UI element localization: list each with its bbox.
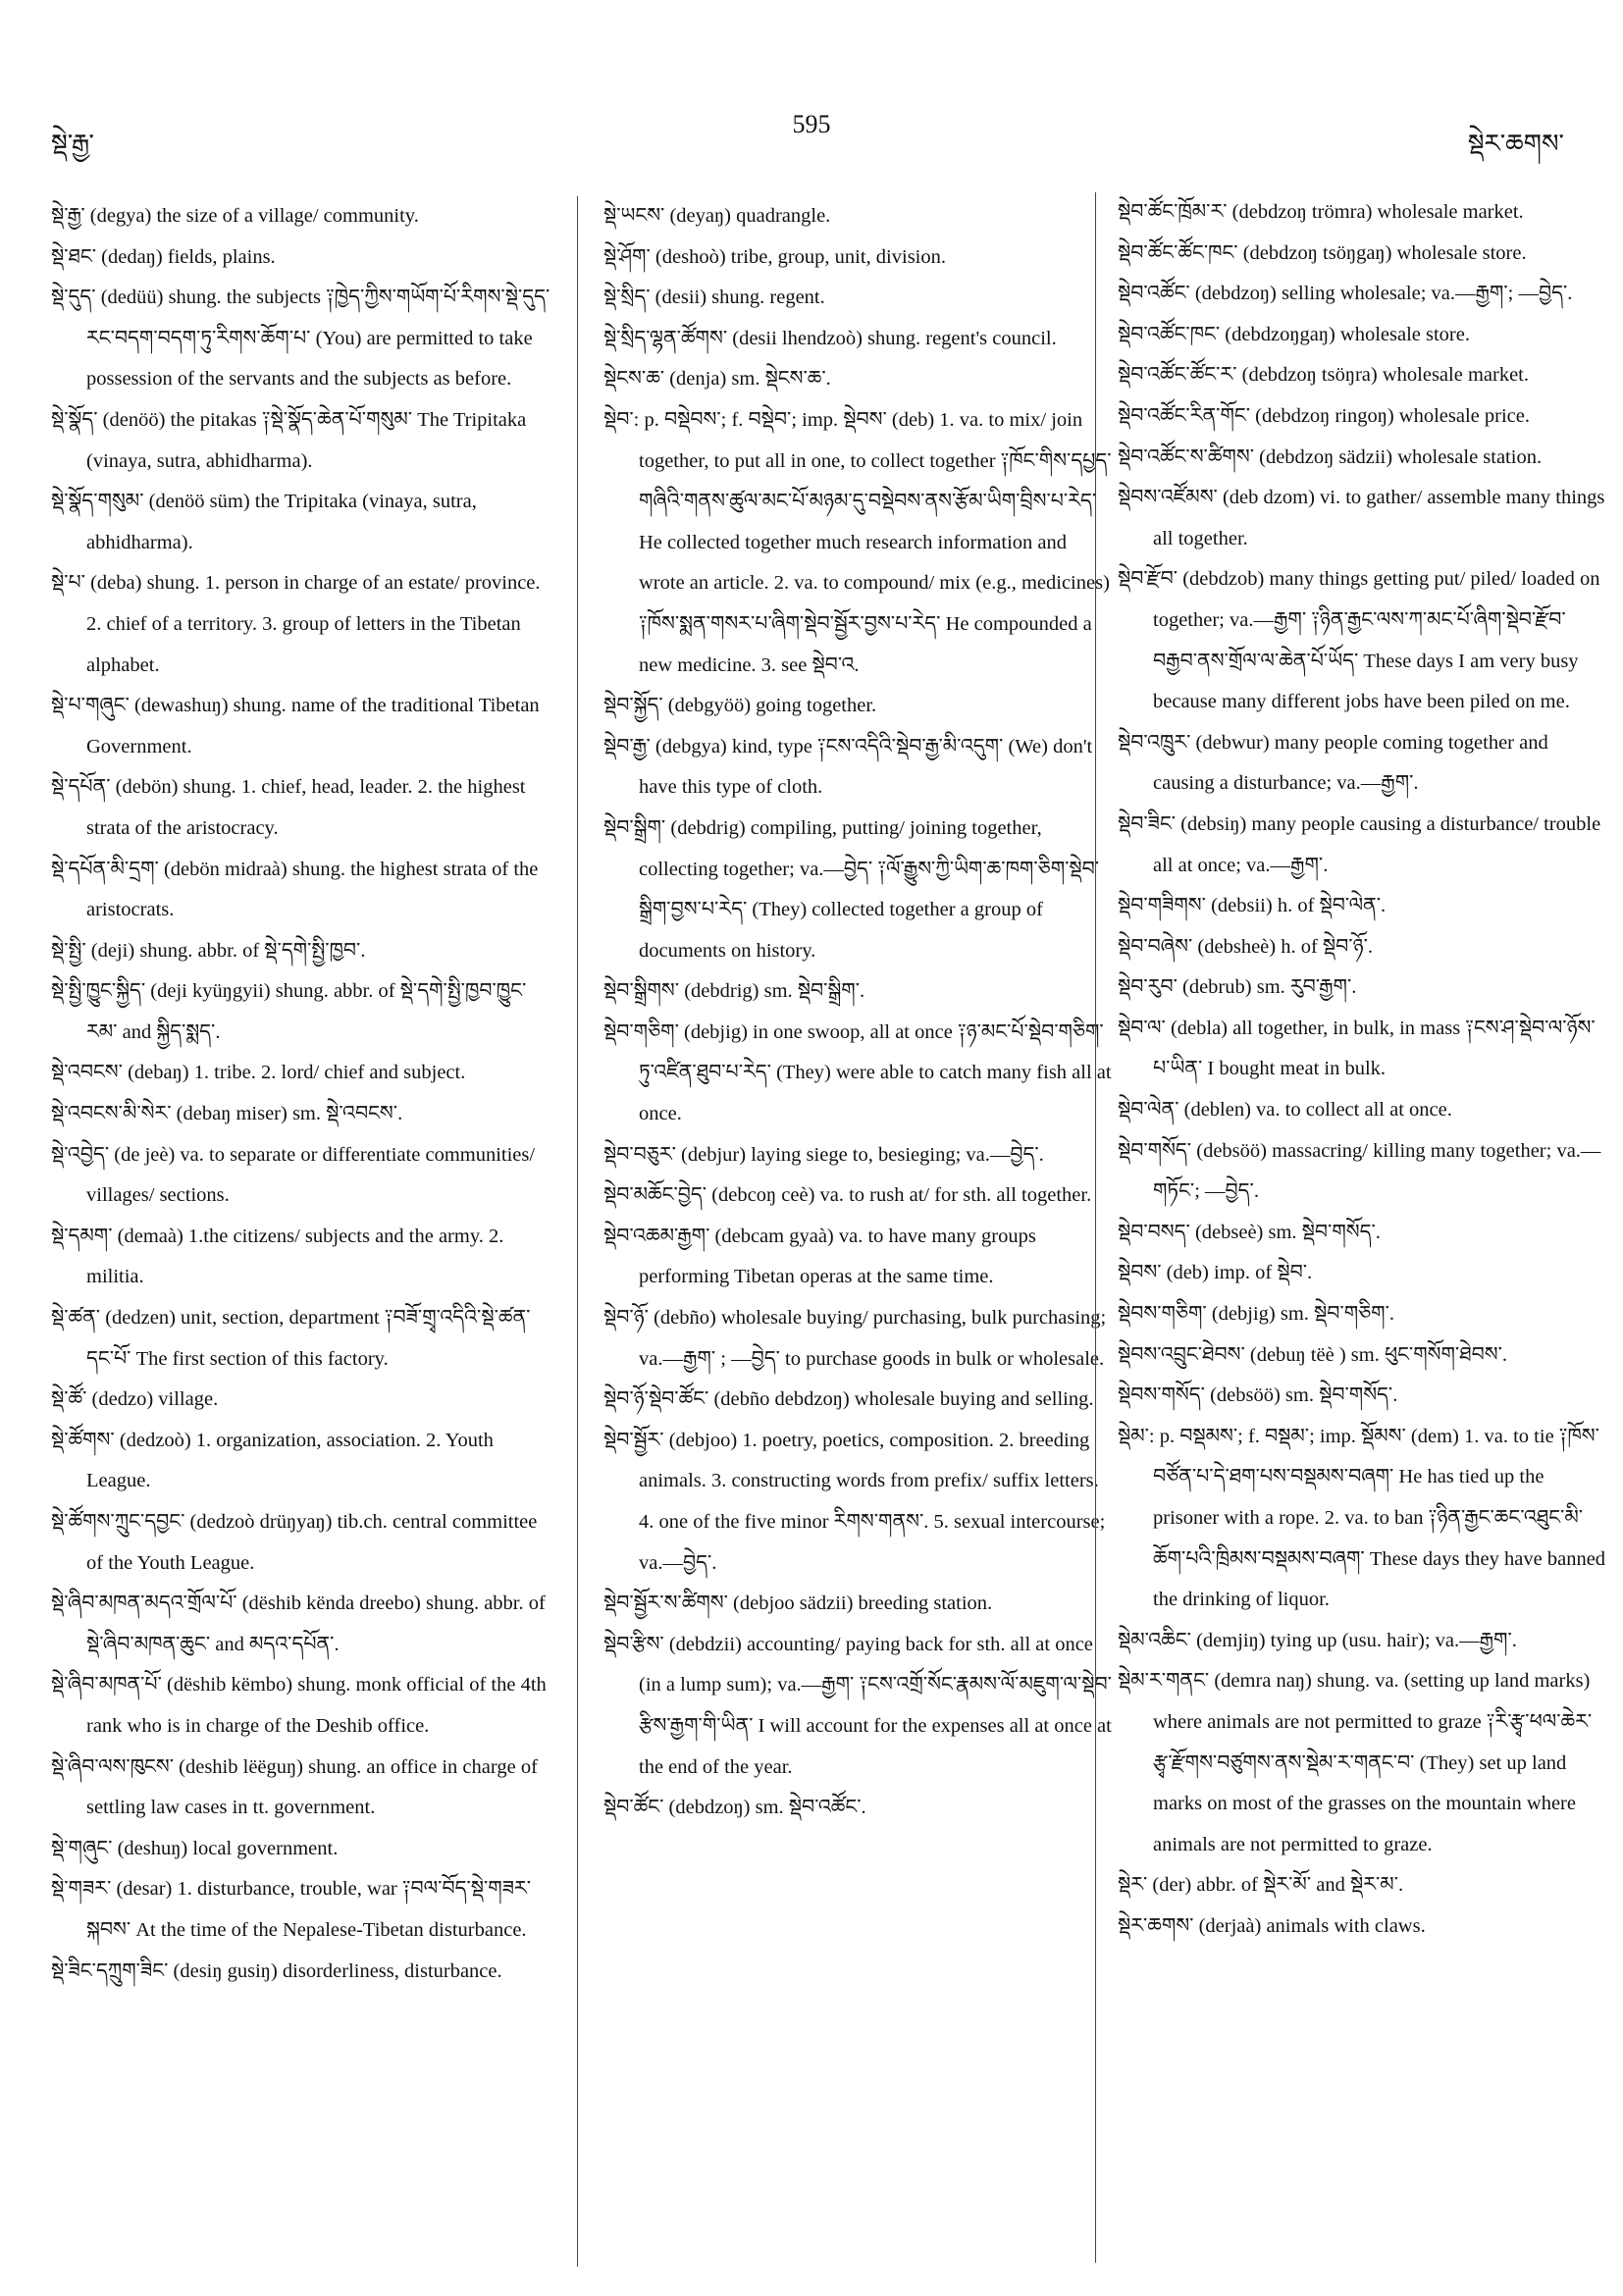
dictionary-entry: སྡེ་འབངས་མི་སེར་ (debaŋ miser) sm. སྡེ་འབངས་. <box>51 1103 403 1125</box>
dictionary-entry: སྡེབ་སྐྱོད་ (debgyöö) going together. <box>603 695 877 717</box>
dictionary-entry: སྡེབ་འཚོང་ (debdzoŋ) selling wholesale; va.—རྒྱག་; —བྱེད་. <box>1118 283 1573 305</box>
running-head-right: སྡེར་ཆགས་ <box>1467 130 1564 158</box>
dictionary-entry: སྡེ་སྣོད་གསུམ་ (denöö süm) the Tripitaka (vinaya, sutra, abhidharma). <box>51 491 477 553</box>
dictionary-entry: སྡེངས་ཆ་ (denja) sm. སྡེངས་ཆ་. <box>603 368 831 391</box>
running-head-left: སྡེ་རྒྱ་ <box>51 130 94 158</box>
dictionary-entry: སྡེབ་འཆམ་རྒྱག་ (debcam gyaà) va. to have many groups performing Tibetan operas at the same time. <box>603 1225 1036 1288</box>
column-middle <box>577 196 1114 2267</box>
dictionary-entry: སྡེབ་ལ་ (debla) all together, in bulk, in mass ༑ངས་ཤ་སྡེབ་ལ་ཉོས་པ་ཡིན་ I bought meat in bulk. <box>1118 1017 1596 1080</box>
dictionary-entry: སྡེ་སྲིད་ལྷན་ཚོགས་ (desii lhendzoò) shung. regent's council. <box>603 327 1057 349</box>
dictionary-entry: སྡེ་སྤྱི་ (deji) shung. abbr. of སྡེ་དགེ་སྤྱི་ཁྱབ་. <box>51 939 366 962</box>
dictionary-entry: སྡེར་ཆགས་ (derjaà) animals with claws. <box>1118 1914 1426 1937</box>
dictionary-entry: སྡེབ་ཚོང་ཚོང་ཁང་ (debdzoŋ tsöŋgaŋ) wholesale store. <box>1118 241 1527 264</box>
dictionary-entry: སྡེ་སྣོད་ (denöö) the pitakas ༑སྡེ་སྣོད་ཆེན་པོ་གསུམ་ The Tripitaka (vinaya, sutra, abhidharma). <box>51 408 527 472</box>
dictionary-entry: སྡེབ་འཁྲུར་ (debwur) many people coming together and causing a disturbance; va.—རྒྱག་. <box>1118 731 1548 795</box>
dictionary-entry: སྡེ་འབངས་ (debaŋ) 1. tribe. 2. lord/ chief and subject. <box>51 1062 466 1084</box>
dictionary-entry: སྡེབ་རུབ་ (debrub) sm. རུབ་རྒྱག་. <box>1118 976 1357 999</box>
dictionary-entry: སྡེབ་གཅིག་ (debjig) in one swoop, all at once ༑ཉ་མང་པོ་སྡེབ་གཅིག་ཏུ་འཛིན་ཐུབ་པ་རེད་ (They) were able to catch many fish all at once. <box>603 1020 1112 1125</box>
dictionary-entry: སྡེབ་རྫོབ་ (debdzob) many things getting put/ piled/ loaded on together; va.—རྒྱག་ ༑ཉིན་རྒྱང་ལས་ཀ་མང་པོ་ཞིག་སྡེབ་རྫོབ་བརྒྱབ་ནས་གྲོལ་ལ་ཆེན་པོ་ཡོད་ These days I am very busy because many different jobs have been piled on me. <box>1118 568 1600 713</box>
dictionary-entry: སྡེབ་གསོད་ (debsöö) massacring/ killing many together; va.—གཏོང་; —བྱེད་. <box>1118 1139 1601 1203</box>
dictionary-entry: སྡེ་ཚོ་ (dedzo) village. <box>51 1388 219 1411</box>
dictionary-entry: སྡེབ་རྩིས་ (debdzii) accounting/ paying back for sth. all at once (in a lump sum); va.—རྒྱག་ ༑ངས་འགྲོ་སོང་རྣམས་ལོ་མཇུག་ལ་སྡེབ་རྩིས་རྒྱག་གི་ཡིན་ I will account for the expenses all at once at the end of the year. <box>603 1633 1112 1778</box>
dictionary-entry: སྡེ་ཞིབ་ལས་ཁུངས་ (deshib lëëguŋ) shung. an office in charge of settling law cases in tt. government. <box>51 1755 538 1819</box>
column-right <box>1095 192 1608 2263</box>
dictionary-entry: སྡེ་དུད་ (dedüü) shung. the subjects ༑ཁྱེད་ཀྱིས་གཡོག་པོ་རིགས་སྡེ་དུད་རང་བདག་བདག་ཏུ་རིགས་ཆོག་པ་ (You) are permitted to take possession of the servants and the subjects as before. <box>51 287 550 391</box>
dictionary-entry: སྡེབ་ཉོ་སྡེབ་ཚོང་ (debño debdzoŋ) wholesale buying and selling. <box>603 1388 1094 1411</box>
dictionary-entry: སྡེབ་གཟིགས་ (debsii) h. of སྡེབ་ལེན་. <box>1118 895 1387 917</box>
dictionary-entry: སྡེབ་ཟིང་ (debsiŋ) many people causing a disturbance/ trouble all at once; va.—རྒྱག་. <box>1118 812 1601 876</box>
dictionary-entry: སྡེབ་འཚོང་ས་ཚིགས་ (debdzoŋ sädzii) wholesale station. <box>1118 445 1543 468</box>
dictionary-entry: སྡེབ་ཚོང་ (debdzoŋ) sm. སྡེབ་འཚོང་. <box>603 1797 866 1819</box>
dictionary-entry: སྡེབ་ལེན་ (deblen) va. to collect all at once. <box>1118 1099 1452 1122</box>
dictionary-entry: སྡེ་ཐང་ (dedaŋ) fields, plains. <box>51 245 276 268</box>
dictionary-entry: སྡེབས་གཅིག་ (debjig) sm. སྡེབ་གཅིག་. <box>1118 1303 1395 1326</box>
dictionary-entry: སྡེབ་སྒྲིག་ (debdrig) compiling, putting/ joining together, collecting together; va.—བྱེད་ ༑ལོ་རྒྱུས་ཀྱི་ཡིག་ཆ་ཁག་ཅིག་སྡེབ་སྒྲིག་བྱས་པ་རེད་ (They) collected together a group of documents on history. <box>603 816 1100 962</box>
dictionary-entry: སྡེ་འབྱེད་ (de jeè) va. to separate or differentiate communities/ villages/ sections. <box>51 1143 536 1207</box>
dictionary-entry: སྡེབ་བསད་ (debseè) sm. སྡེབ་གསོད་. <box>1118 1221 1381 1243</box>
dictionary-entry: སྡེབ་འཚོང་ཚོང་ར་ (debdzoŋ tsöŋra) wholesale market. <box>1118 364 1529 387</box>
dictionary-entry: སྡེ་ཚོགས་ (dedzoò) 1. organization, association. 2. Youth League. <box>51 1429 494 1492</box>
dictionary-entry: སྡེབ་སྦྱོར་ས་ཚིགས་ (debjoo sädzii) breeding station. <box>603 1592 993 1615</box>
dictionary-entry: སྡེ་ཡངས་ (deyaŋ) quadrangle. <box>603 205 831 227</box>
dictionary-entry: སྡེ་ཤོག་ (deshoò) tribe, group, unit, division. <box>603 245 946 268</box>
dictionary-entry: སྡེར་ (der) abbr. of སྡེར་མོ་ and སྡེར་མ་. <box>1118 1874 1404 1897</box>
dictionary-entry: སྡེམ་: p. བསྡམས་; f. བསྡམ་; imp. སྡོམས་ (dem) 1. va. to tie ༑ཁོས་བཙོན་པ་དེ་ཐག་པས་བསྡམས་བཞག་ He has tied up the prisoner with a rope. 2. va. to ban ༑ཉིན་རྒྱང་ཆང་འཐུང་མི་ཆོག་པའི་ཁྲིམས་བསྡམས་བཞག་ These days they have banned the drinking of liquor. <box>1118 1425 1606 1611</box>
dictionary-entry: སྡེ་པ་གཞུང་ (dewashuŋ) shung. name of the traditional Tibetan Government. <box>51 695 540 757</box>
dictionary-entry: སྡེབ་བཅུར་ (debjur) laying siege to, besieging; va.—བྱེད་. <box>603 1143 1044 1166</box>
dictionary-entry: སྡེམ་ར་གནང་ (demra naŋ) shung. va. (setting up land marks) where animals are not permitted to graze ༑རི་རྩྭ་ཕལ་ཆེར་རྩྭ་རྫོགས་བཙུགས་ནས་སྡེམ་ར་གནང་བ་ (They) set up land marks on most of the grasses on the mountain where animals are not permitted to graze. <box>1118 1670 1593 1855</box>
dictionary-entry: སྡེབ་འཚོང་ཁང་ (debdzoŋgaŋ) wholesale store. <box>1118 323 1470 345</box>
dictionary-entry: སྡེབས་ (deb) imp. of སྡེབ་. <box>1118 1262 1313 1284</box>
column-left <box>51 196 551 2267</box>
dictionary-entry: སྡེ་རྒྱ་ (degya) the size of a village/ community. <box>51 205 419 227</box>
dictionary-entry: སྡེབས་འབྲུང་ཐེབས་ (debuŋ tëè ) sm. ཕུང་གསོག་ཐེབས་. <box>1118 1343 1508 1366</box>
dictionary-entry: སྡེ་དམག་ (demaà) 1.the citizens/ subjects and the army. 2. militia. <box>51 1225 504 1288</box>
dictionary-entry: སྡེ་དཔོན་ (debön) shung. 1. chief, head, leader. 2. the highest strata of the aristocracy. <box>51 776 526 839</box>
dictionary-entry: སྡེབ་: p. བསྡེབས་; f. བསྡེབ་; imp. སྡེབས་ (deb) 1. va. to mix/ join together, to put all in one, to collect together ༑ཁོང་གིས་དཔྱད་གཞིའི་གནས་ཚུལ་མང་པོ་མཉམ་དུ་བསྡེབས་ནས་རྩོམ་ཡིག་བྲིས་པ་རེད་ He collected together much research information and wrote an article. 2. va. to compound/ mix (e.g., medicines) ༑ཁོས་སྨན་གསར་པ་ཞིག་སྡེབ་སྦྱོར་བྱས་པ་རེད་ He compounded a new medicine. 3. see སྡེབ་འ. <box>603 408 1112 676</box>
dictionary-entry: སྡེ་ཞིབ་མཁན་པོ་ (dëshib këmbo) shung. monk official of the 4th rank who is in charge of the Deshib office. <box>51 1674 547 1737</box>
dictionary-entry: སྡེབ་མཆོང་བྱེད་ (debcoŋ ceè) va. to rush at/ for sth. all together. <box>603 1184 1092 1207</box>
dictionary-entry: སྡེ་ཟིང་དཀྲུག་ཟིང་ (desiŋ gusiŋ) disorderliness, disturbance. <box>51 1959 502 1982</box>
dictionary-entry: སྡེབས་འཛོམས་ (deb dzom) vi. to gather/ assemble many things all together. <box>1118 487 1605 549</box>
dictionary-entry: སྡེབ་སྒྲིགས་ (debdrig) sm. སྡེབ་སྒྲིག་. <box>603 980 865 1003</box>
dictionary-entry: སྡེ་དཔོན་མི་དྲག་ (debön midraà) shung. the highest strata of the aristocrats. <box>51 858 539 921</box>
dictionary-entry: སྡེབ་ཚོང་ཁྲོམ་ར་ (debdzoŋ trömra) wholesale market. <box>1118 201 1524 223</box>
dictionary-entry: སྡེ་སྤྱི་ཁྱུང་སྐྱིད་ (deji kyüŋgyii) shung. abbr. of སྡེ་དགེ་སྤྱི་ཁྱབ་ཁྱུང་རམ་ and སྐྱིད་སྨད་. <box>51 980 527 1043</box>
dictionary-entry: སྡེ་ཞིབ་མཁན་མདའ་གྲོལ་པོ་ (dëshib kënda dreebo) shung. abbr. of སྡེ་ཞིབ་མཁན་ཆུང་ and མདའ་དཔོན་. <box>51 1592 546 1655</box>
dictionary-entry: སྡེ་པ་ (deba) shung. 1. person in charge of an estate/ province. 2. chief of a territory. 3. group of letters in the Tibetan alphabet. <box>51 572 541 676</box>
dictionary-entry: སྡེབ་འཚོང་རིན་གོང་ (debdzoŋ ringoŋ) wholesale price. <box>1118 404 1530 427</box>
dictionary-entry: སྡེབས་གསོད་ (debsöö) sm. སྡེབ་གསོད་. <box>1118 1384 1398 1407</box>
dictionary-entry: སྡེམ་འཆིང་ (demjiŋ) tying up (usu. hair); va.—རྒྱག་. <box>1118 1629 1517 1651</box>
dictionary-entry: སྡེ་ཚོགས་ཀྲུང་དབྱང་ (dedzoò drüŋyaŋ) tib.ch. central committee of the Youth League. <box>51 1511 538 1574</box>
page-number: 595 <box>792 110 831 138</box>
dictionary-entry: སྡེ་ཚན་ (dedzen) unit, section, department ༑བཟོ་གྲྭ་འདིའི་སྡེ་ཚན་དང་པོ་ The first section of this factory. <box>51 1307 531 1370</box>
dictionary-entry: སྡེ་གཞུང་ (deshuŋ) local government. <box>51 1837 339 1859</box>
dictionary-entry: སྡེབ་རྒྱ་ (debgya) kind, type ༑ངས་འདིའི་སྡེབ་རྒྱ་མི་འདུག་ (We) don't have this type of cloth. <box>603 735 1093 799</box>
dictionary-entry: སྡེབ་ཉོ་ (debño) wholesale buying/ purchasing, bulk purchasing; va.—རྒྱག་ ; —བྱེད་ to purchase goods in bulk or wholesale. <box>603 1307 1107 1370</box>
dictionary-entry: སྡེ་གཟར་ (desar) 1. disturbance, trouble, war ༑བལ་བོད་སྡེ་གཟར་སྐབས་ At the time of the Nepalese-Tibetan disturbance. <box>51 1878 532 1941</box>
dictionary-entry: སྡེབ་བཞེས་ (debsheè) h. of སྡེབ་ཉོ་. <box>1118 935 1373 958</box>
dictionary-entry: སྡེབ་སྦྱོར་ (debjoo) 1. poetry, poetics, composition. 2. breeding animals. 3. constructing words from prefix/ suffix letters. 4. one of the five minor རིགས་གནས་. 5. sexual intercourse; va.—བྱེད་. <box>603 1429 1106 1574</box>
dictionary-entry: སྡེ་སྲིད་ (desii) shung. regent. <box>603 287 825 309</box>
